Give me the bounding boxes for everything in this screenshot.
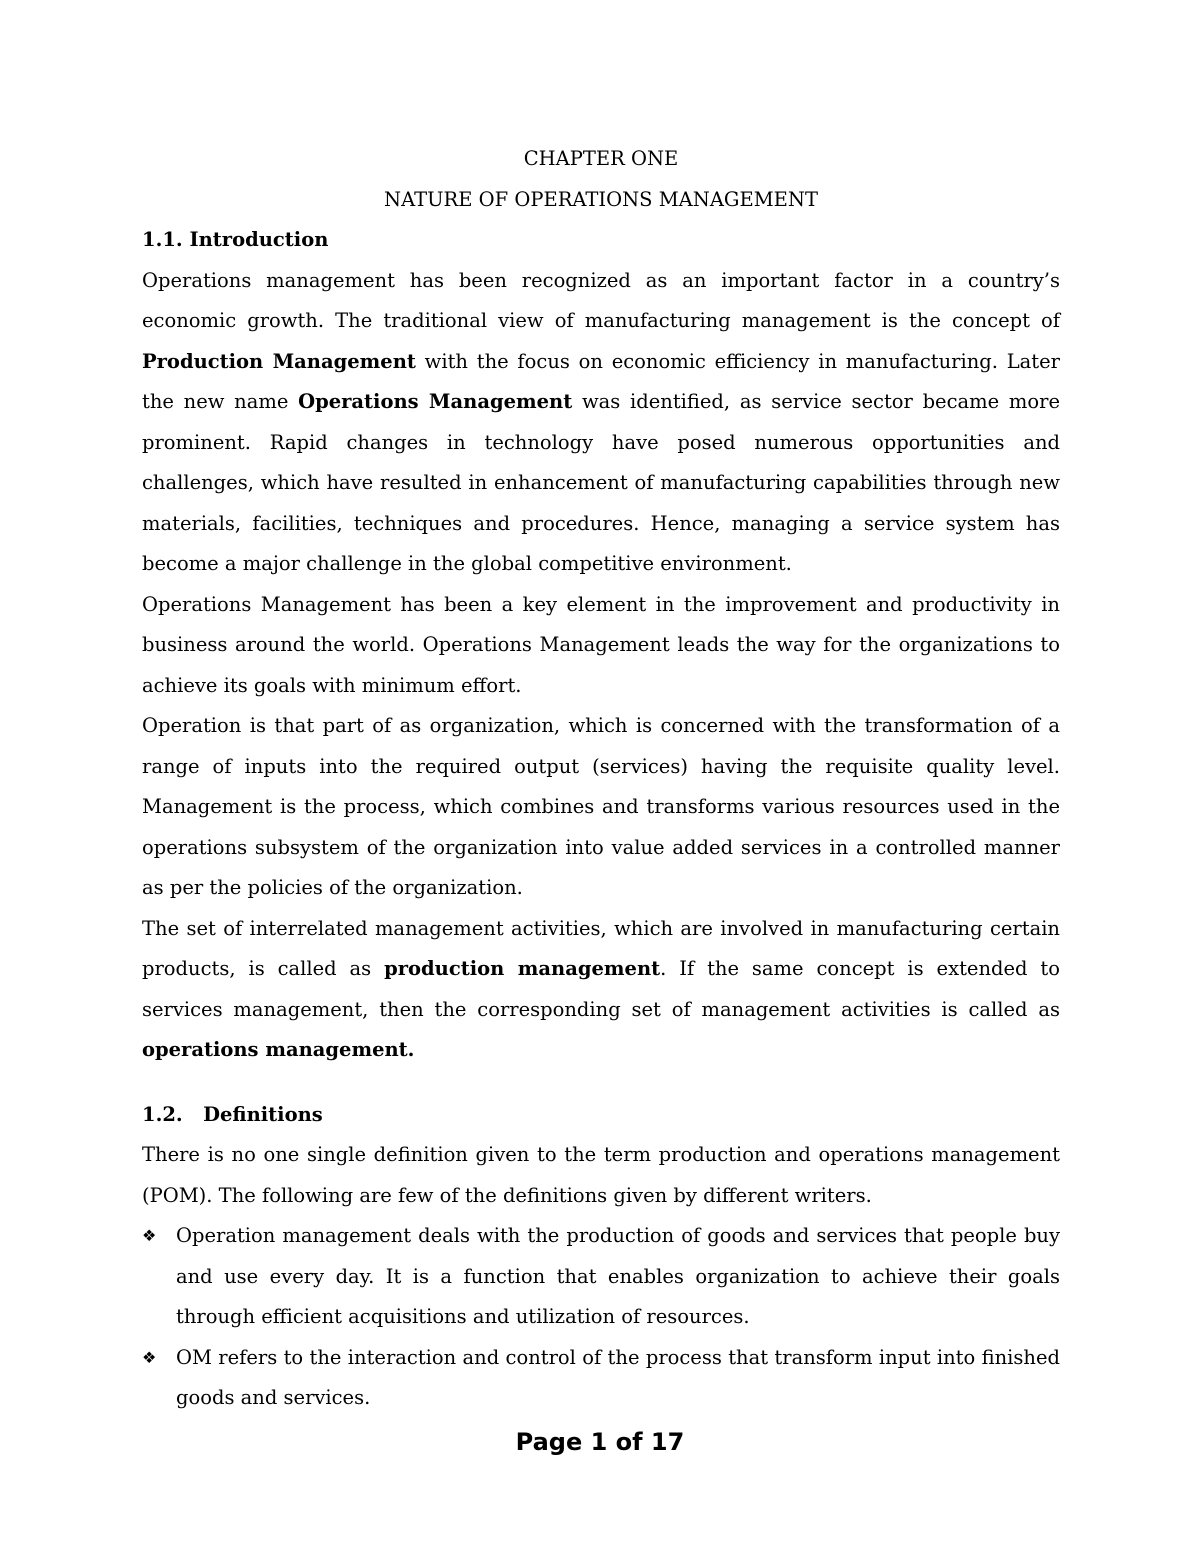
intro-paragraph-2: Operations Management has been a key element in the improvement and productivity in business around the world. Operations Management leads the way for the organizations to achieve its goals with minimum effort. [142,592,1060,697]
section-heading-introduction: 1.1. Introduction [142,228,329,251]
definitions-heading-number: 1.2. [142,1102,183,1126]
intro-p1-bold-1: Production Management [142,349,416,373]
section-heading-definitions [142,1095,1060,1136]
intro-p4-text-2: . If the same concept is extended to services management, then the corresponding set of management activities is called as [142,957,1060,1021]
chapter-label: CHAPTER ONE [523,147,679,170]
intro-p4-bold-1: production management [384,957,661,980]
intro-paragraph-3: Operation is that part of as organization, which is concerned with the transformation of a range of inputs into the required output (services) having the requisite quality level. Management is the process, which combines and transforms various resources used in the operations subsystem of the organization into value added services in a controlled manner as per the policies of the organization. [142,714,1060,899]
intro-paragraph-1 [142,261,1060,585]
definitions-heading-text: Definitions [203,1102,323,1126]
section-spacer [142,1071,1060,1095]
page-content [142,139,1060,1419]
page-number-footer: Page 1 of 17 [515,1428,685,1456]
definition-text: Operation management deals with the production of goods and services that people buy and use every day. It is a function that enables organization to achieve their goals through efficient acquisitions and utilization of resources. [176,1224,1060,1328]
intro-p4-text-1: The set of interrelated management activities, which are involved in manufacturing certain products, is called as [142,916,1060,980]
intro-p1-text-1: Operations management has been recognized as an important factor in a country’s economic growth. The traditional view of manufacturing management is the concept of [142,268,1060,332]
list-item [142,1338,1060,1419]
list-item [142,1216,1060,1338]
definition-text: OM refers to the interaction and control of the process that transform input into finished goods and services. [176,1345,1060,1409]
chapter-title: NATURE OF OPERATIONS MANAGEMENT [384,187,818,211]
intro-paragraph-4 [142,909,1060,1071]
intro-p1-text-2: with the focus on economic efficiency in manufacturing. Later the new name [142,349,1060,413]
bullet-diamond-icon: ❖ [142,1347,157,1367]
bullet-diamond-icon: ❖ [142,1226,157,1245]
definitions-intro: There is no one single definition given to the term production and operations management (POM). The following are few of the definitions given by different writers. [142,1143,1060,1207]
intro-p1-bold-2: Operations Management [298,390,573,413]
intro-p4-bold-2: operations management. [142,1038,415,1061]
intro-p1-text-3: was identified, as service sector became more prominent. Rapid changes in technology have posed numerous opportunities and challenges, which have resulted in enhancement of manufacturing capabilities through new materials, facilities, techniques and procedures. Hence, managing a service system has become a major challenge in the global competitive environment. [142,390,1060,575]
definitions-list [142,1216,1060,1419]
